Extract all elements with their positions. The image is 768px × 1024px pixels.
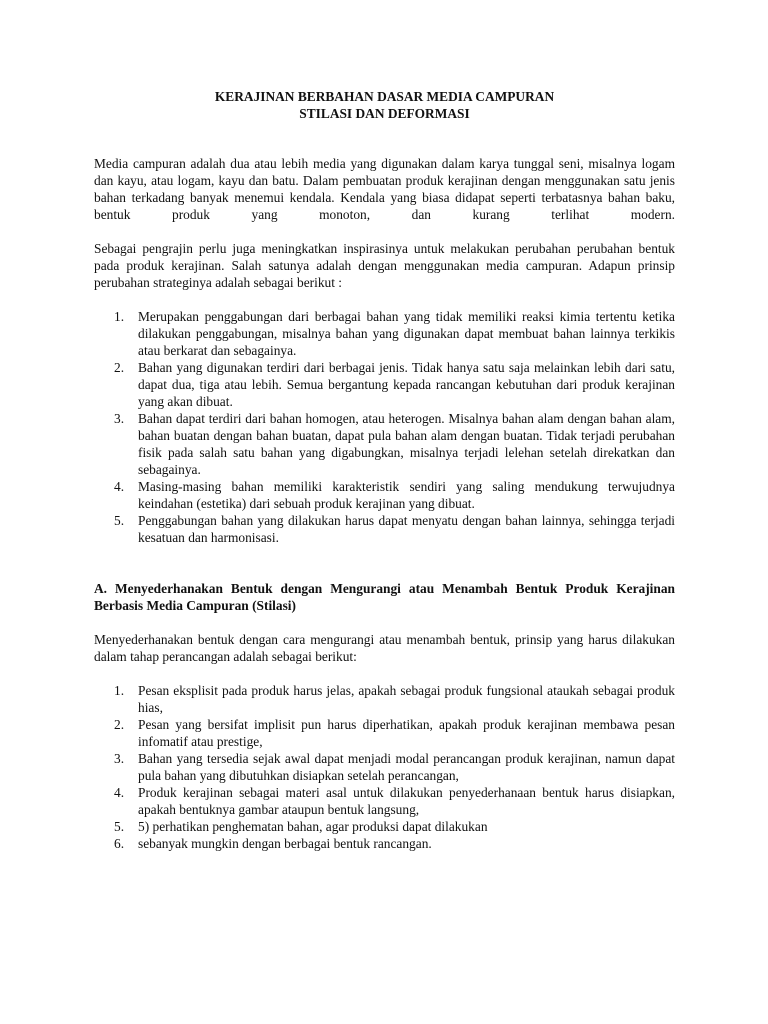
title-line-1: KERAJINAN BERBAHAN DASAR MEDIA CAMPURAN — [214, 89, 555, 104]
principles-intro-paragraph: Sebagai pengrajin perlu juga meningkatkan inspirasinya untuk melakukan perubahan perubahan bentuk pada produk kerajinan. Salah satunya adalah dengan menggunakan media campuran. Adapun prinsip perubahan strateginya adalah sebagai berikut : — [94, 241, 675, 290]
section-paragraph: Menyederhanakan bentuk dengan cara mengurangi atau menambah bentuk, prinsip yang harus dilakukan dalam tahap perancangan adalah sebagai berikut: — [94, 632, 675, 664]
list-item: 1. Pesan eksplisit pada produk harus jelas, apakah sebagai produk fungsional ataukah sebagai produk hias, — [114, 683, 675, 715]
section-heading: A. Menyederhanakan Bentuk dengan Mengurangi atau Menambah Bentuk Produk Kerajinan Berbasis Media Campuran (Stilasi) — [94, 581, 675, 613]
list-item: 5. Penggabungan bahan yang dilakukan harus dapat menyatu dengan bahan lainnya, sehingga terjadi kesatuan dan harmonisasi. — [114, 513, 675, 545]
list-item: 3. Bahan dapat terdiri dari bahan homogen, atau heterogen. Misalnya bahan alam dengan bahan alam, bahan buatan dengan bahan buatan, dapat pula bahan alam dengan buatan. Tidak terjadi perubahan fisik pada salah satu bahan yang digabungkan, misalnya terjadi lelehan setelah direkatkan dan sebagainya. — [114, 411, 675, 477]
list-item: 5. 5) perhatikan penghematan bahan, agar produksi dapat dilakukan — [114, 819, 488, 834]
document-title — [94, 88, 675, 122]
list-item: 4. Produk kerajinan sebagai materi asal untuk dilakukan penyederhanaan bentuk harus disiapkan, apakah bentuknya gambar ataupun bentuk langsung, — [114, 785, 675, 817]
list-item: 4. Masing-masing bahan memiliki karakteristik sendiri yang saling mendukung terwujudnya keindahan (estetika) dari sebuah produk kerajinan yang dibuat. — [114, 479, 675, 511]
list-item: 1. Merupakan penggabungan dari berbagai bahan yang tidak memiliki reaksi kimia tertentu ketika dilakukan penggabungan, misalnya bahan yang digunakan dapat membuat bahan lainnya terkikis atau berkarat dan sebagainya. — [114, 309, 675, 358]
list-item: 6. sebanyak mungkin dengan berbagai bentuk rancangan. — [114, 836, 432, 851]
list-item: 2. Pesan yang bersifat implisit pun harus diperhatikan, apakah produk kerajinan membawa pesan infomatif atau prestige, — [114, 717, 675, 749]
list-item: 3. Bahan yang tersedia sejak awal dapat menjadi modal perancangan produk kerajinan, namun dapat pula bahan yang dibutuhkan disiapkan setelah perancangan, — [114, 751, 675, 783]
principles-list — [94, 308, 675, 546]
design-principles-list — [94, 682, 675, 852]
intro-paragraph: Media campuran adalah dua atau lebih media yang digunakan dalam karya tunggal seni, misalnya logam dan kayu, atau logam, kayu dan batu. Dalam pembuatan produk kerajinan dengan menggunakan satu jenis bahan terkadang banyak menemui kendala. Kendala yang biasa didapat seperti terbatasnya bahan baku, bentuk produk yang monoton, dan kurang terlihat modern. — [94, 156, 675, 222]
title-line-2: STILASI DAN DEFORMASI — [299, 106, 470, 121]
list-item: 2. Bahan yang digunakan terdiri dari berbagai jenis. Tidak hanya satu saja melainkan lebih dari satu, dapat dua, tiga atau lebih. Semua bergantung kepada rancangan kebutuhan dari produk kerajinan yang akan dibuat. — [114, 360, 675, 409]
